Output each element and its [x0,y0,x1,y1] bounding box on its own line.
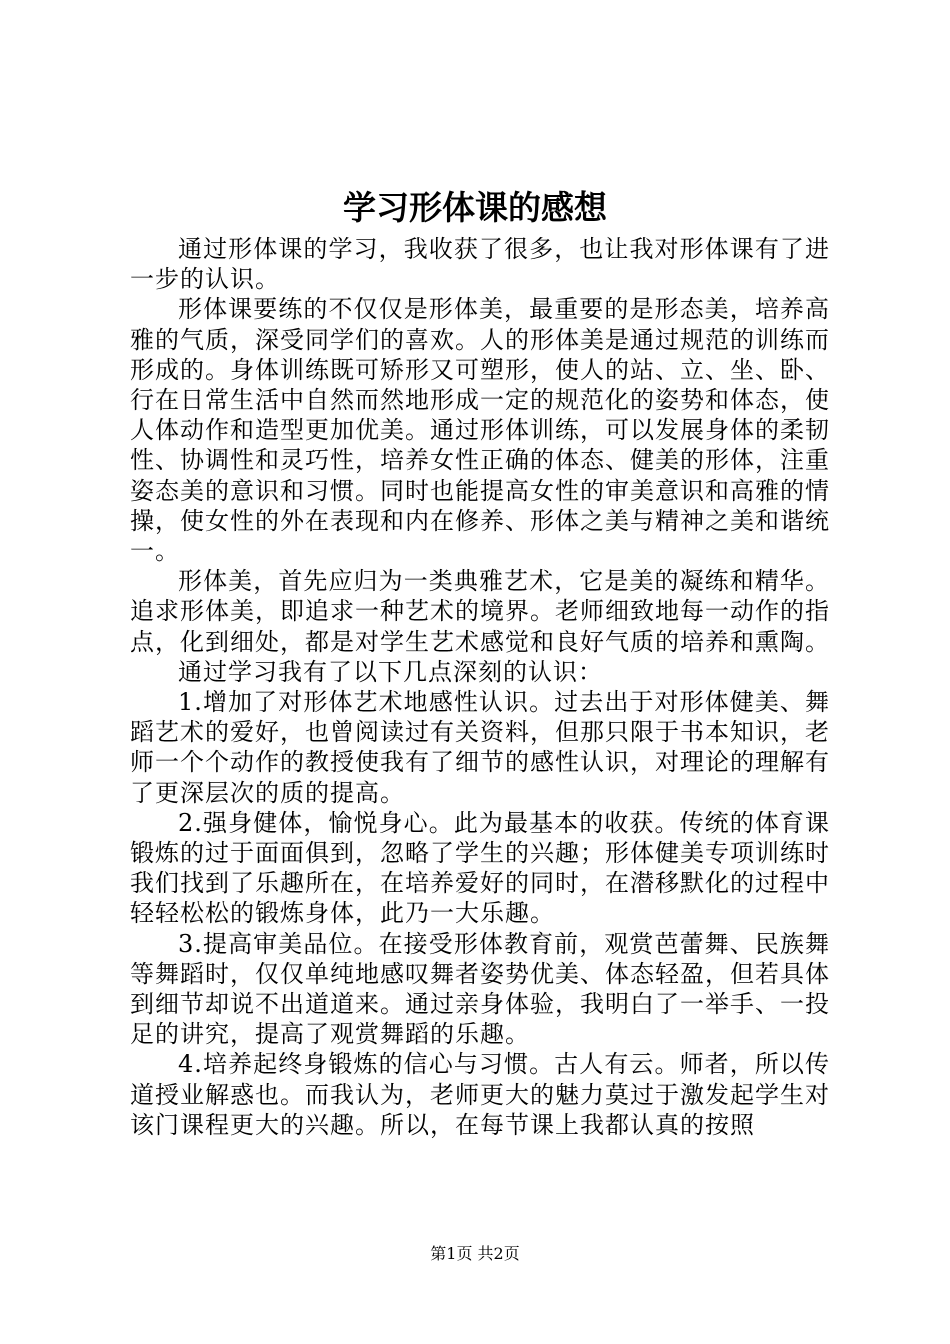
paragraph-form-beauty: 形体课要练的不仅仅是形体美，最重要的是形态美，培养高雅的气质，深受同学们的喜欢。人的形体美是通过规范的训练而形成的。身体训练既可矫形又可塑形，使人的站、立、坐、卧、行在日常生活中自然而然地形成一定的规范化的姿势和体态，使人体动作和造型更加优美。通过形体训练，可以发展身体的柔韧性、协调性和灵巧性，培养女性正确的体态、健美的形体，注重姿态美的意识和习惯。同时也能提高女性的审美意识和高雅的情操，使女性的外在表现和内在修养、形体之美与精神之美和谐统一。 [130,295,830,566]
paragraph-art: 形体美，首先应归为一类典雅艺术，它是美的凝练和精华。追求形体美，即追求一种艺术的境界。老师细致地每一动作的指点，化到细处，都是对学生艺术感觉和良好气质的培养和熏陶。 [130,567,830,656]
paragraph-point-2: 2.强身健体，愉悦身心。此为最基本的收获。传统的体育课锻炼的过于面面俱到，忽略了学生的兴趣；形体健美专项训练时我们找到了乐趣所在，在培养爱好的同时，在潜移默化的过程中轻轻松松的锻炼身体，此乃一大乐趣。 [130,808,830,928]
paragraph-point-3: 3.提高审美品位。在接受形体教育前，观赏芭蕾舞、民族舞等舞蹈时，仅仅单纯地感叹舞者姿势优美、体态轻盈，但若具体到细节却说不出道道来。通过亲身体验，我明白了一举手、一投足的讲究，提高了观赏舞蹈的乐趣。 [130,929,830,1049]
document-title: 学习形体课的感想 [343,188,607,227]
paragraph-insights-lead: 通过学习我有了以下几点深刻的认识： [178,657,603,686]
page-number-footer: 第1页 共2页 [430,1244,520,1263]
paragraph-point-1: 1.增加了对形体艺术地感性认识。过去出于对形体健美、舞蹈艺术的爱好，也曾阅读过有关资料，但那只限于书本知识，老师一个个动作的教授使我有了细节的感性认识，对理论的理解有了更深层次的质的提高。 [130,688,830,807]
paragraph-point-4: 4.培养起终身锻炼的信心与习惯。古人有云。师者，所以传道授业解惑也。而我认为，老师更大的魅力莫过于激发起学生对该门课程更大的兴趣。所以，在每节课上我都认真的按照 [130,1050,830,1139]
paragraph-intro: 通过形体课的学习，我收获了很多，也让我对形体课有了进一步的认识。 [130,235,830,294]
document-body [130,234,830,1140]
